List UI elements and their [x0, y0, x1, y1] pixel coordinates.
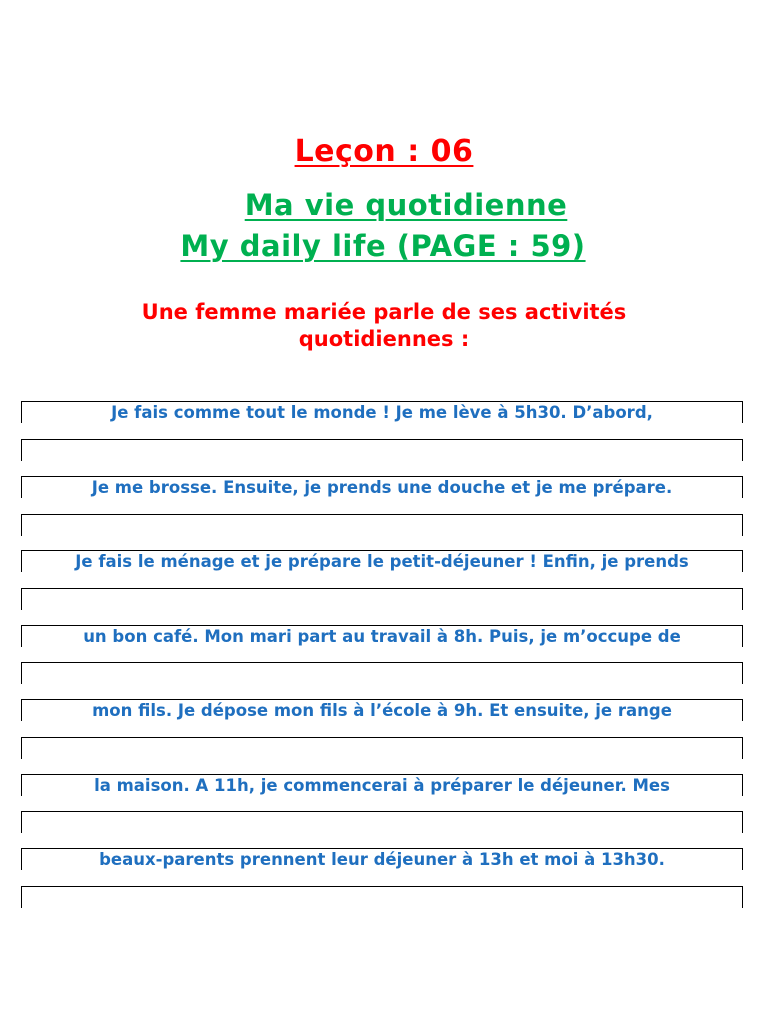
intro-line-1: Une femme mariée parle de ses activités [141, 300, 627, 324]
text-line-5: mon fils. Je dépose mon fils à l’école à 9h. Et ensuite, je range [21, 699, 743, 721]
text-line-4: un bon café. Mon mari part au travail à 8h. Puis, je m’occupe de [21, 625, 743, 647]
text-line-2: Je me brosse. Ensuite, je prends une douche et je me prépare. [21, 476, 743, 498]
french-subtitle: Ma vie quotidienne [244, 188, 568, 222]
lesson-title: Leçon : 06 [294, 134, 474, 169]
blank-line [21, 588, 743, 610]
text-line-3: Je fais le ménage et je prépare le petit-déjeuner ! Enfin, je prends [21, 550, 743, 572]
text-line-1: Je fais comme tout le monde ! Je me lève à 5h30. D’abord, [21, 401, 743, 423]
blank-line [21, 439, 743, 461]
blank-line [21, 811, 743, 833]
blank-line [21, 662, 743, 684]
english-subtitle: My daily life (PAGE : 59) [180, 229, 586, 263]
blank-line [21, 737, 743, 759]
intro-line-2: quotidiennes : [298, 327, 470, 351]
intro-text [0, 299, 768, 353]
text-line-7: beaux-parents prennent leur déjeuner à 13h et moi à 13h30. [21, 848, 743, 870]
blank-line [21, 514, 743, 536]
blank-line [21, 886, 743, 908]
text-line-6: la maison. A 11h, je commencerai à préparer le déjeuner. Mes [21, 774, 743, 796]
